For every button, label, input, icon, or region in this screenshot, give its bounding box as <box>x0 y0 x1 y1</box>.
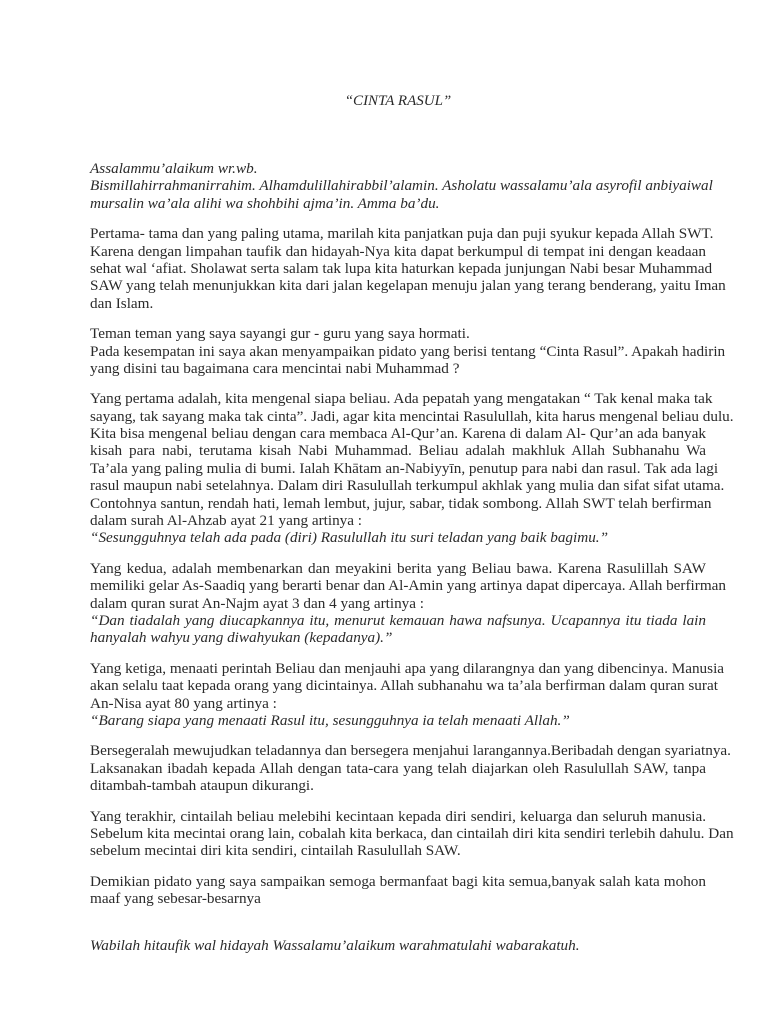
text-line: Contohnya santun, rendah hati, lemah lembut, jujur, sabar, tidak sombong. Allah SWT telah berfirman <box>90 494 712 512</box>
paragraph <box>90 559 726 647</box>
text-line: Demikian pidato yang saya sampaikan semoga bermanfaat bagi kita semua,banyak salah kata mohon <box>90 872 706 890</box>
document-body <box>90 160 734 955</box>
text-line: kisah para nabi, terutama kisah Nabi Muhammad. Beliau adalah makhluk Allah Subhanahu Wa <box>90 442 706 460</box>
text-line: rasul maupun nabi setelahnya. Dalam diri Rasulullah terkumpul akhlak yang mulia dan sifat sifat utama. <box>90 477 725 495</box>
text-line: Bismillahirrahmanirrahim. Alhamdulillahirabbil’alamin. Asholatu wassalamu’ala asyrofil anbiyaiwal <box>90 177 713 195</box>
text-line: Yang pertama adalah, kita mengenal siapa beliau. Ada pepatah yang mengatakan “ Tak kenal maka tak <box>90 390 713 408</box>
paragraph <box>90 659 725 730</box>
text-line: Yang ketiga, menaati perintah Beliau dan menjauhi apa yang dilarangnya dan yang dibencinya. Manusia <box>90 659 725 677</box>
paragraph <box>90 742 731 795</box>
text-line: dalam surah Al-Ahzab ayat 21 yang artinya : <box>90 512 363 530</box>
paragraph <box>90 807 734 860</box>
text-line: sebelum mecintai diri kita sendiri, cintailah Rasulullah SAW. <box>90 842 461 860</box>
text-line: Sebelum kita mecintai orang lain, cobalah kita berkaca, dan cintailah diri kita sendiri terlebih dahulu. Dan <box>90 824 734 842</box>
text-line: yang disini tau bagaimana cara mencintai nabi Muhammad ? <box>90 359 460 377</box>
paragraph <box>90 937 706 954</box>
paragraph <box>90 225 726 312</box>
text-line: Bersegeralah mewujudkan teladannya dan bersegera menjahui larangannya.Beribadah dengan syariatnya. <box>90 742 731 760</box>
text-line: Kita bisa mengenal beliau dengan cara membaca Al-Qur’an. Karena di dalam Al- Qur’an ada banyak <box>90 425 706 443</box>
paragraph <box>90 325 726 377</box>
text-line: dan Islam. <box>90 294 154 312</box>
text-line: Karena dengan limpahan taufik dan hidayah-Nya kita dapat berkumpul di tempat ini dengan keadaan <box>90 242 706 260</box>
text-line: “Dan tiadalah yang diucapkannya itu, menurut kemauan hawa nafsunya. Ucapannya itu tiada lain <box>90 611 706 629</box>
text-line: ditambah-tambah ataupun dikurangi. <box>90 777 314 795</box>
text-line: akan selalu taat kepada orang yang dicintainya. Allah subhanahu wa ta’ala berfirman dalam quran surat <box>90 677 718 695</box>
document-page <box>90 93 734 968</box>
text-line: Assalammu’alaikum wr.wb. <box>90 160 258 177</box>
text-line: sayang, tak sayang maka tak cinta”. Jadi, agar kita mencintai Rasulullah, kita harus mengenal beliau dulu. <box>90 407 734 425</box>
text-line: Pertama- tama dan yang paling utama, marilah kita panjatkan puja dan puji syukur kepada Allah SWT. <box>90 225 714 243</box>
text-line: sehat wal ‘afiat. Sholawat serta salam tak lupa kita haturkan kepada junjungan Nabi besar Muhammad <box>90 259 713 277</box>
paragraph <box>90 160 713 212</box>
text-line: Laksanakan ibadah kepada Allah dengan tata-cara yang telah diajarkan oleh Rasulullah SAW, tanpa <box>90 759 706 777</box>
document-title: “CINTA RASUL” <box>344 93 452 109</box>
text-line: memiliki gelar As-Saadiq yang berarti benar dan Al-Amin yang artinya dapat dipercaya. Allah berfirman <box>90 577 726 595</box>
text-line: hanyalah wahyu yang diwahyukan (kepadanya).” <box>90 629 393 647</box>
text-line: Yang kedua, adalah membenarkan dan meyakini berita yang Beliau bawa. Karena Rasulillah SAW <box>90 559 706 577</box>
text-line: dalam quran surat An-Najm ayat 3 dan 4 yang artinya : <box>90 594 425 612</box>
text-line: “Barang siapa yang menaati Rasul itu, sesungguhnya ia telah menaati Allah.” <box>90 711 570 729</box>
text-line: mursalin wa’ala alihi wa shohbihi ajma’in. Amma ba’du. <box>90 194 440 212</box>
text-line: Wabilah hitaufik wal hidayah Wassalamu’alaikum warahmatulahi wabarakatuh. <box>90 937 580 955</box>
text-line: Pada kesempatan ini saya akan menyampaikan pidato yang berisi tentang “Cinta Rasul”. Apakah hadirin <box>90 342 726 360</box>
text-line: “Sesungguhnya telah ada pada (diri) Rasulullah itu suri teladan yang baik bagimu.” <box>90 529 609 547</box>
text-line: Yang terakhir, cintailah beliau melebihi kecintaan kepada diri sendiri, keluarga dan seluruh manusia. <box>90 807 706 825</box>
text-line: maaf yang sebesar-besarnya <box>90 890 261 908</box>
text-line: SAW yang telah menunjukkan kita dari jalan kegelapan menuju jalan yang terang benderang, yaitu Iman <box>90 277 726 295</box>
paragraph <box>90 390 734 547</box>
text-line: An-Nisa ayat 80 yang artinya : <box>90 694 277 712</box>
text-line: Teman teman yang saya sayangi gur - guru yang saya hormati. <box>90 325 470 343</box>
text-line: Ta’ala yang paling mulia di bumi. Ialah Khātam an-Nabiyyīn, penutup para nabi dan rasul. Tak ada lagi <box>90 459 719 477</box>
paragraph <box>90 873 706 908</box>
